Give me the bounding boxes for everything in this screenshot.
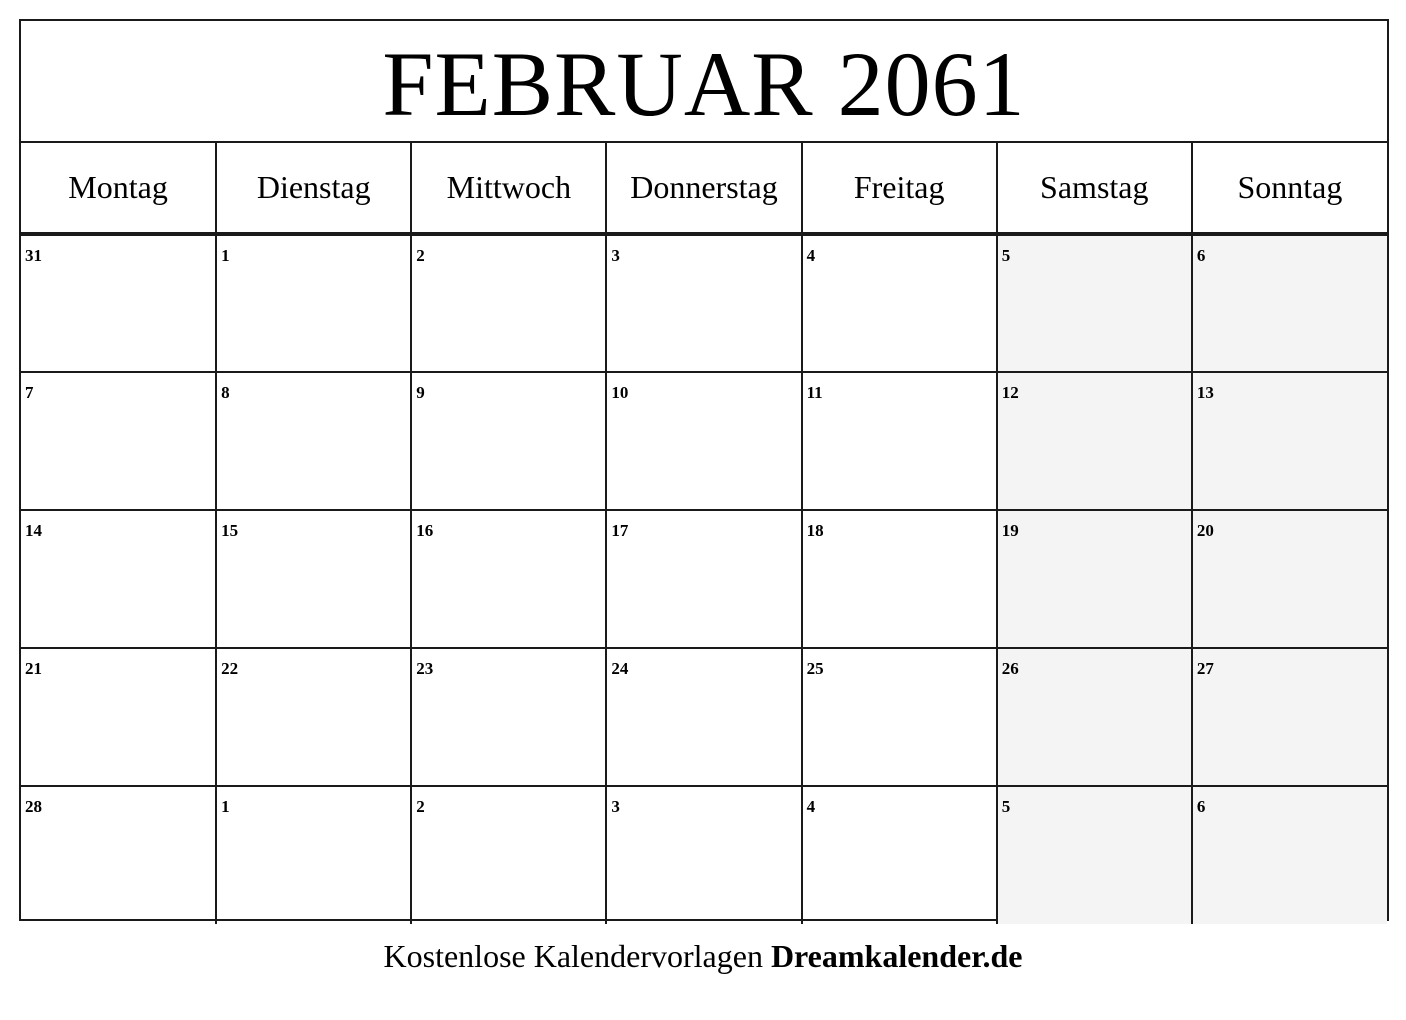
weekend-day-cell[interactable] (997, 648, 1192, 786)
weekend-day-cell[interactable] (1192, 648, 1387, 786)
weekday-header-row (21, 143, 1387, 234)
day-number: 1 (221, 797, 230, 816)
week-row-2 (21, 372, 1387, 510)
calendar-title: FEBRUAR 2061 (382, 33, 1026, 135)
week-row-3 (21, 510, 1387, 648)
day-number: 4 (806, 797, 816, 816)
day-number: 9 (416, 383, 425, 402)
day-number: 5 (1001, 246, 1011, 265)
day-number: 3 (611, 246, 620, 265)
day-number: 31 (25, 246, 42, 265)
day-number: 19 (1001, 521, 1019, 540)
weekday-wednesday: Mittwoch (411, 143, 606, 234)
day-cell[interactable] (216, 234, 411, 372)
day-cell[interactable] (21, 786, 216, 924)
day-number: 10 (611, 383, 629, 402)
weekend-day-cell[interactable] (997, 786, 1192, 924)
day-cell[interactable] (216, 648, 411, 786)
weekday-friday: Freitag (802, 143, 997, 234)
day-cell[interactable] (411, 372, 606, 510)
weekday-sunday: Sonntag (1192, 143, 1387, 234)
day-number: 26 (1001, 659, 1019, 678)
day-number: 13 (1196, 383, 1214, 402)
week-row-1 (21, 234, 1387, 372)
footer (0, 938, 1406, 975)
day-number: 24 (611, 659, 629, 678)
day-number: 21 (25, 659, 42, 678)
weekday-monday: Montag (21, 143, 216, 234)
day-number: 12 (1001, 383, 1019, 402)
weekend-day-cell[interactable] (1192, 372, 1387, 510)
day-number: 25 (806, 659, 824, 678)
day-cell[interactable] (606, 510, 801, 648)
week-row-5 (21, 786, 1387, 924)
day-number: 22 (221, 659, 239, 678)
weekend-day-cell[interactable] (1192, 234, 1387, 372)
day-cell[interactable] (606, 372, 801, 510)
footer-brand-link[interactable]: Dreamkalender.de (770, 938, 1023, 974)
weekend-day-cell[interactable] (997, 372, 1192, 510)
day-cell[interactable] (21, 648, 216, 786)
week-row-4 (21, 648, 1387, 786)
day-cell[interactable] (216, 372, 411, 510)
day-cell[interactable] (606, 234, 801, 372)
day-number: 17 (611, 521, 629, 540)
day-cell[interactable] (21, 372, 216, 510)
day-cell[interactable] (802, 786, 997, 924)
day-cell[interactable] (802, 510, 997, 648)
weekend-day-cell[interactable] (1192, 786, 1387, 924)
day-cell[interactable] (606, 786, 801, 924)
day-cell[interactable] (411, 510, 606, 648)
day-cell[interactable] (21, 510, 216, 648)
day-number: 2 (416, 246, 425, 265)
calendar-header (21, 21, 1387, 143)
weekday-tuesday: Dienstag (216, 143, 411, 234)
calendar-grid (21, 143, 1387, 924)
day-cell[interactable] (21, 234, 216, 372)
footer-text: Kostenlose Kalendervorlagen (383, 938, 763, 974)
day-number: 18 (806, 521, 824, 540)
day-cell[interactable] (606, 648, 801, 786)
day-number: 16 (416, 521, 434, 540)
day-cell[interactable] (411, 786, 606, 924)
day-cell[interactable] (411, 648, 606, 786)
day-cell[interactable] (216, 786, 411, 924)
day-number: 8 (221, 383, 230, 402)
day-number: 6 (1196, 797, 1206, 816)
day-number: 11 (806, 383, 823, 402)
day-number: 23 (416, 659, 434, 678)
day-cell[interactable] (216, 510, 411, 648)
day-number: 4 (806, 246, 816, 265)
day-cell[interactable] (802, 234, 997, 372)
day-number: 1 (221, 246, 230, 265)
day-cell[interactable] (802, 372, 997, 510)
day-cell[interactable] (802, 648, 997, 786)
day-cell[interactable] (411, 234, 606, 372)
weekday-saturday: Samstag (997, 143, 1192, 234)
calendar (19, 19, 1389, 921)
day-number: 14 (25, 521, 42, 540)
day-number: 28 (25, 797, 42, 816)
weekend-day-cell[interactable] (997, 234, 1192, 372)
day-number: 27 (1196, 659, 1214, 678)
day-number: 3 (611, 797, 620, 816)
day-number: 7 (25, 383, 34, 402)
day-number: 15 (221, 521, 239, 540)
day-number: 6 (1196, 246, 1206, 265)
weekend-day-cell[interactable] (1192, 510, 1387, 648)
weekend-day-cell[interactable] (997, 510, 1192, 648)
day-number: 20 (1196, 521, 1214, 540)
day-number: 5 (1001, 797, 1011, 816)
weekday-thursday: Donnerstag (606, 143, 801, 234)
day-number: 2 (416, 797, 425, 816)
